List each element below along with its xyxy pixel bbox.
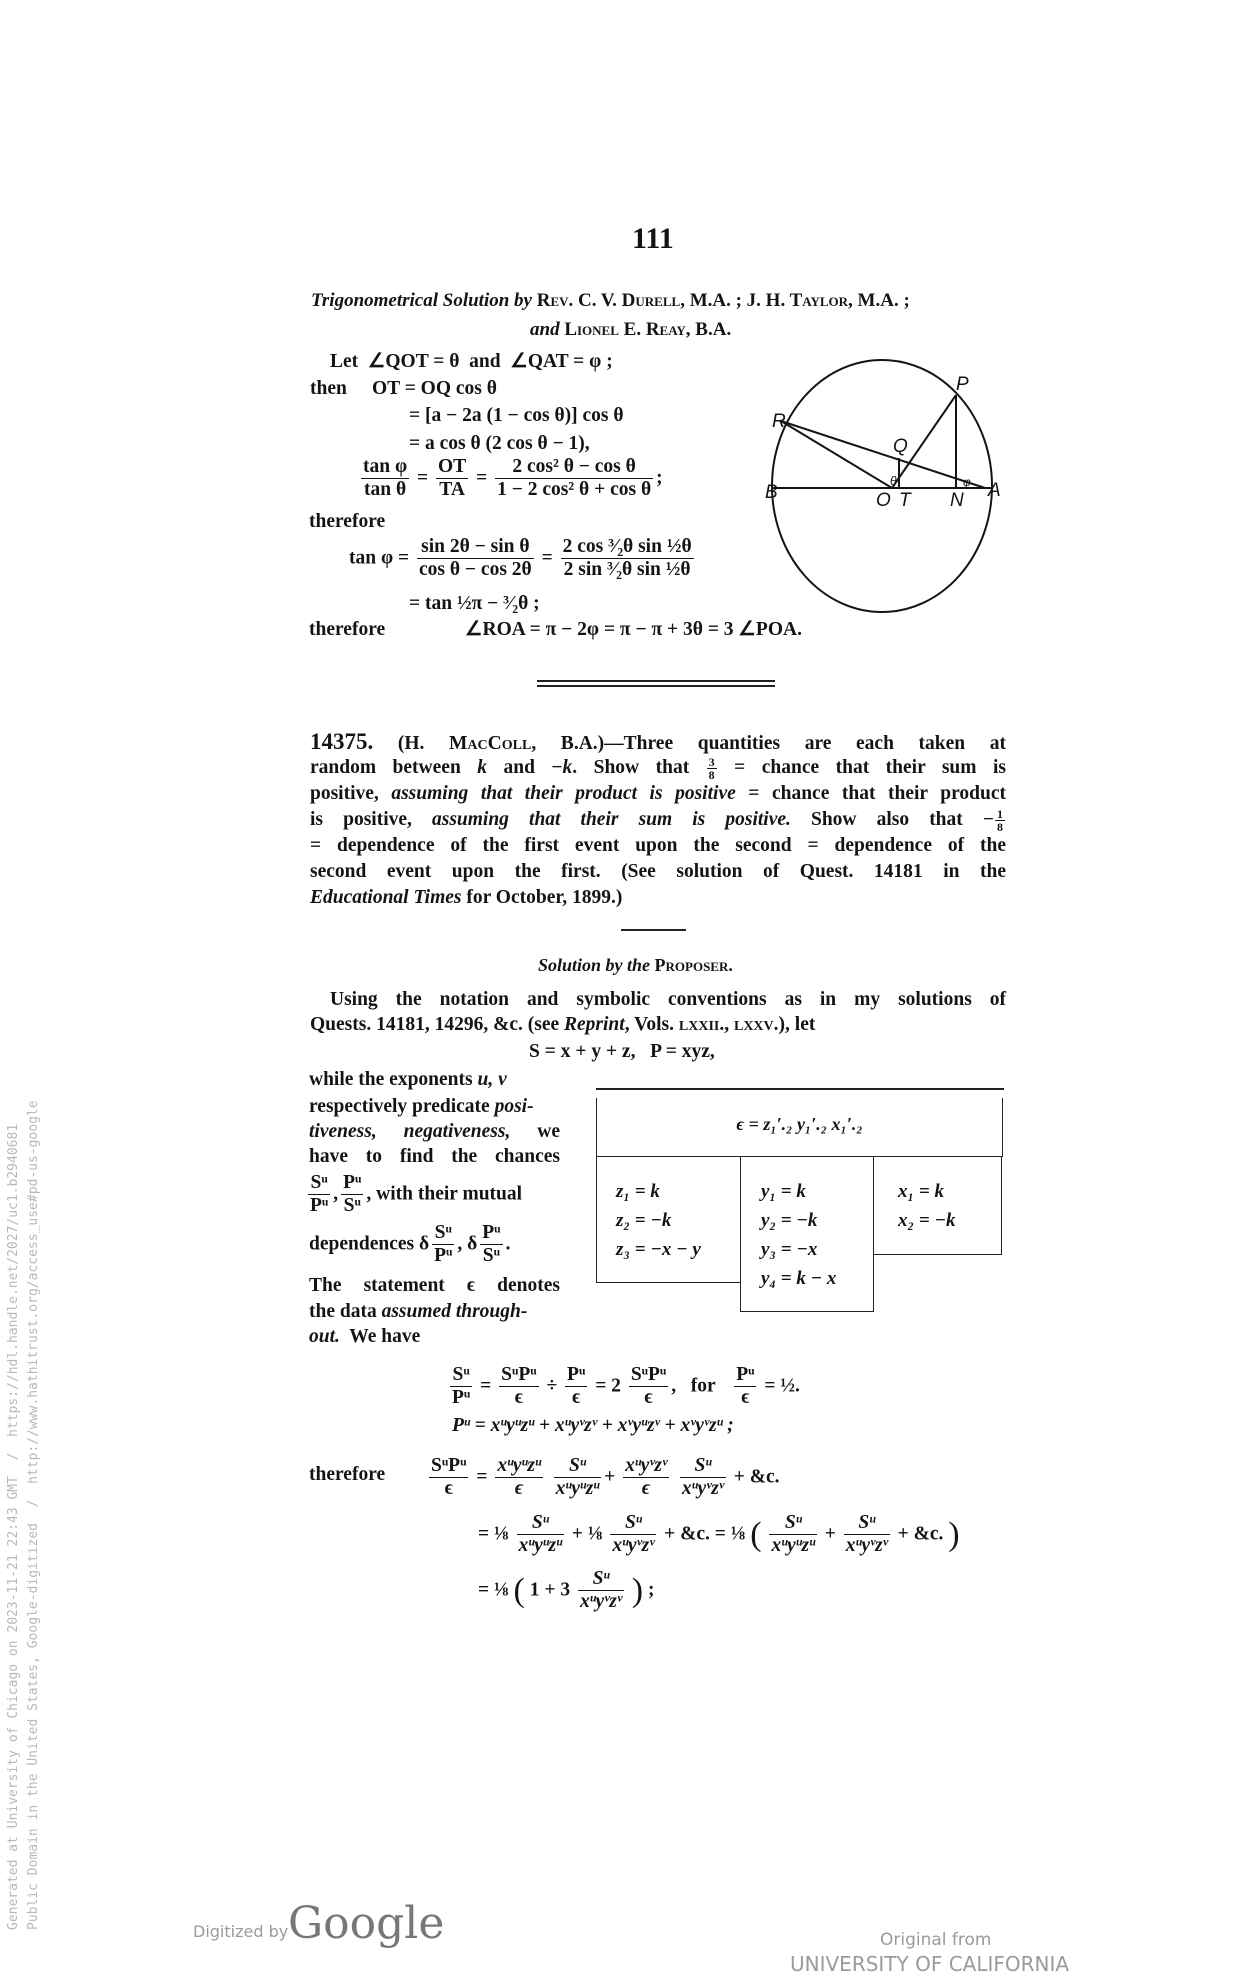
numerator: SᵘPᵘ bbox=[629, 1364, 668, 1387]
fraction bbox=[680, 1455, 726, 1501]
denominator: cos θ − cos 2θ bbox=[419, 559, 532, 581]
denominator: TA bbox=[439, 479, 465, 501]
numerator: 2 cos ³⁄₂θ sin ½θ bbox=[561, 536, 694, 559]
university-of-california: UNIVERSITY OF CALIFORNIA bbox=[790, 1952, 1070, 1976]
fraction bbox=[554, 1455, 601, 1501]
numerator: 3 bbox=[708, 755, 715, 770]
denominator: ϵ bbox=[572, 1387, 581, 1409]
denominator: ϵ bbox=[495, 1477, 542, 1500]
margin-public-domain-line: Public Domain in the United States, Google-digitized / http://www.hathitrust.org/access_use#pd-us-google bbox=[26, 1100, 41, 1930]
eq-e bbox=[478, 1568, 654, 1614]
numerator: Pᵘ bbox=[734, 1364, 756, 1387]
numerator: Pᵘ bbox=[341, 1172, 363, 1195]
denominator: tan θ bbox=[363, 479, 407, 501]
denominator: Sᵘ bbox=[482, 1245, 500, 1267]
numerator: 2 cos² θ − cos θ bbox=[495, 456, 653, 479]
text: and − bbox=[487, 757, 563, 778]
text: + &c. bbox=[733, 1466, 780, 1488]
double-rule-top bbox=[537, 680, 775, 682]
operator: + bbox=[824, 1523, 836, 1545]
denominator: 1 − 2 cos² θ + cos θ bbox=[497, 479, 652, 501]
question-line bbox=[310, 807, 1006, 833]
fraction bbox=[565, 1364, 587, 1410]
label-N: N bbox=[950, 490, 964, 511]
text: ; bbox=[647, 1579, 655, 1601]
y2: y₂ = −k bbox=[761, 1210, 818, 1231]
numerator: Pᵘ bbox=[480, 1222, 502, 1245]
tan-ratio-eq bbox=[358, 456, 663, 502]
fraction bbox=[436, 456, 468, 502]
fraction bbox=[769, 1512, 816, 1558]
operator: ÷ bbox=[546, 1375, 558, 1397]
text: random between bbox=[310, 757, 478, 778]
numerator: xᵘyᵛzᵛ bbox=[623, 1455, 669, 1478]
denominator: 8 bbox=[708, 768, 715, 783]
numerator: Sᵘ bbox=[450, 1364, 472, 1387]
numerator: Sᵘ bbox=[844, 1512, 890, 1535]
numerator: SᵘPᵘ bbox=[429, 1455, 468, 1478]
text: for October, 1899.) bbox=[461, 887, 623, 908]
text: , for bbox=[671, 1375, 716, 1397]
text: = chance that their sum is bbox=[717, 757, 1006, 778]
heading-italic: Solution by the bbox=[538, 955, 651, 975]
denominator: ϵ bbox=[444, 1478, 453, 1500]
denominator: ϵ bbox=[741, 1387, 750, 1409]
denominator: xᵘyᵘzᵘ bbox=[555, 1478, 600, 1500]
denominator: 2 sin ³⁄₂θ sin ½θ bbox=[563, 559, 691, 581]
table-header: ϵ = z₁′.₂ y₁′.₂ x₁′.₂ bbox=[736, 1114, 863, 1134]
question-number: 14375. bbox=[310, 729, 374, 754]
eq-line-2: = [a − 2a (1 − cos θ)] cos θ bbox=[409, 405, 624, 426]
semicolon: ; bbox=[656, 467, 663, 489]
label-R: R bbox=[772, 411, 786, 432]
numerator: Sᵘ bbox=[554, 1455, 601, 1478]
text: = ½. bbox=[764, 1375, 800, 1397]
text: Quests. 14181, 14296, &c. (see bbox=[310, 1014, 565, 1035]
author-name: MacColl bbox=[449, 733, 532, 754]
label-theta: θ bbox=[890, 474, 897, 488]
italic-text: Reprint bbox=[564, 1014, 625, 1035]
fraction-1-8 bbox=[995, 808, 1005, 833]
z1: z₁ = k bbox=[616, 1181, 660, 1202]
table-header-cell bbox=[596, 1098, 1003, 1157]
label-T: T bbox=[899, 490, 911, 511]
denominator: xᵘyᵛzᵛ bbox=[579, 1591, 622, 1613]
fraction bbox=[578, 1568, 624, 1614]
fraction bbox=[450, 1364, 472, 1410]
tan-phi-eq bbox=[349, 536, 697, 582]
trig-heading-italic: Trigonometrical Solution by bbox=[311, 290, 532, 311]
paren: ( bbox=[750, 1515, 762, 1553]
text: we bbox=[510, 1121, 560, 1142]
fraction bbox=[361, 456, 409, 502]
denominator: xᵘyᵛzᵛ bbox=[612, 1535, 655, 1557]
table-top-rule bbox=[596, 1088, 1004, 1090]
trig-heading2-author: Lionel E. Reay, B.A. bbox=[559, 319, 732, 340]
left-line: have to find the chances bbox=[309, 1146, 560, 1167]
text: with their mutual bbox=[371, 1183, 523, 1205]
eq-b: Pᵘ = xᵘyᵘzᵘ + xᵘyᵛzᵛ + xᵛyᵘzᵛ + xᵛyᵛzᵘ ; bbox=[452, 1415, 734, 1436]
y4: y₄ = k − x bbox=[761, 1268, 837, 1289]
label-B: B bbox=[765, 482, 778, 503]
fraction bbox=[417, 536, 534, 582]
text: , B.A.)—Three quantities are each taken at bbox=[531, 733, 1006, 754]
italic-text: assuming that their sum is positive. bbox=[431, 809, 791, 830]
fraction bbox=[517, 1512, 564, 1558]
then-eq: OT = OQ cos θ bbox=[372, 378, 497, 399]
eq-c: SᵘPᵘ ϵ = xᵘyᵘzᵘ ϵ Sᵘ xᵘyᵘzᵘ + xᵘyᵛzᵛ ϵ Sᵘ xᵘyᵛzᵛ + &c. bbox=[431, 1455, 780, 1500]
var-k: k bbox=[477, 757, 488, 778]
label-O: O bbox=[876, 490, 891, 511]
eq-a: $\frac{\text{Sᵘ}}{\text{Pᵘ}}$ = SᵘPᵘ ϵ ÷ $\frac{\text{Pᵘ}}{\epsilon}$ = 2 SᵘPᵘ ϵ , for $\frac{\text{Pᵘ}}{\epsilon}$ = ½. bbox=[452, 1364, 800, 1409]
page-number: 111 bbox=[632, 222, 674, 255]
original-from: Original from bbox=[880, 1930, 992, 1950]
z3: z₃ = −x − y bbox=[616, 1239, 701, 1260]
fraction bbox=[341, 1172, 363, 1218]
double-rule-bottom bbox=[537, 685, 775, 687]
table-col-z bbox=[596, 1157, 740, 1283]
text: dependences δ bbox=[309, 1233, 430, 1255]
label-phi: φ bbox=[963, 475, 971, 489]
fraction bbox=[623, 1455, 669, 1501]
line-RO bbox=[781, 421, 892, 488]
denominator: xᵘyᵘzᵘ bbox=[518, 1535, 562, 1557]
left-line: The statement ϵ denotes bbox=[309, 1275, 560, 1296]
eq-d bbox=[478, 1512, 960, 1558]
denominator: Pᵘ bbox=[452, 1387, 471, 1409]
question-line bbox=[310, 781, 1006, 807]
short-rule bbox=[621, 929, 686, 931]
circle-diagram bbox=[760, 350, 1010, 625]
fraction bbox=[429, 1455, 468, 1501]
therefore-label: therefore bbox=[309, 511, 386, 532]
text: 1 + 3 bbox=[529, 1579, 571, 1601]
fraction bbox=[629, 1364, 668, 1410]
text: ), let bbox=[778, 1014, 816, 1035]
numerator: xᵘyᵘzᵘ bbox=[497, 1455, 541, 1476]
question-line: second event upon the first. (See solution of Quest. 14181 in the bbox=[310, 861, 1006, 882]
denominator: xᵘyᵘzᵘ bbox=[771, 1535, 815, 1557]
text: positive, bbox=[310, 783, 392, 804]
fraction bbox=[495, 1455, 542, 1501]
trig-heading2-italic: and bbox=[530, 319, 560, 340]
text: . Show that bbox=[572, 757, 706, 778]
text: , Vols. bbox=[624, 1014, 679, 1035]
then-label: then bbox=[310, 378, 347, 399]
text: + &c. = ⅛ bbox=[664, 1523, 746, 1545]
fraction bbox=[308, 1172, 330, 1218]
left-line bbox=[309, 1119, 560, 1145]
fraction bbox=[480, 1222, 502, 1268]
numerator: sin 2θ − sin θ bbox=[417, 536, 534, 559]
paren: ) bbox=[948, 1515, 960, 1553]
denominator: Pᵘ bbox=[434, 1245, 453, 1267]
tan-phi: tan φ = bbox=[349, 547, 410, 569]
text: , δ bbox=[457, 1233, 478, 1255]
fraction bbox=[499, 1364, 538, 1410]
italic-text: posi- bbox=[494, 1096, 534, 1117]
google-logo: Google bbox=[288, 1898, 445, 1949]
numerator: Sᵘ bbox=[308, 1172, 330, 1195]
italic-text: tiveness, negativeness, bbox=[309, 1121, 511, 1142]
paren: ) bbox=[631, 1571, 644, 1609]
question-line bbox=[310, 729, 1006, 757]
left-line: $\frac{\text{Sᵘ}}{\text{Pᵘ}}$ , $\frac{\text{Pᵘ}}{\text{Sᵘ}}$ , with their mutual bbox=[310, 1172, 523, 1217]
eq-c-label: therefore bbox=[309, 1464, 386, 1485]
fraction bbox=[432, 1222, 454, 1268]
y-values bbox=[761, 1177, 836, 1293]
text: = 2 bbox=[595, 1375, 621, 1397]
italic-text: u, v bbox=[477, 1069, 507, 1090]
text: (H. bbox=[373, 733, 450, 754]
paren: ( bbox=[513, 1571, 525, 1609]
numerator: Pᵘ bbox=[565, 1364, 587, 1387]
text: respectively predicate bbox=[309, 1096, 495, 1117]
italic-text: assumed through- bbox=[381, 1301, 528, 1322]
numerator: tan φ bbox=[361, 456, 409, 479]
equals: = bbox=[476, 467, 488, 489]
text: Show also that − bbox=[790, 809, 994, 830]
denominator: xᵘyᵛzᵛ bbox=[681, 1478, 724, 1500]
label-Q: Q bbox=[893, 436, 908, 457]
denominator: Sᵘ bbox=[343, 1195, 361, 1217]
left-line bbox=[309, 1324, 420, 1350]
x1: x₁ = k bbox=[898, 1181, 944, 1202]
fraction-3-8 bbox=[707, 756, 717, 781]
text: + &c. bbox=[897, 1523, 944, 1545]
y3: y₃ = −x bbox=[761, 1239, 818, 1260]
denominator: Pᵘ bbox=[310, 1195, 329, 1217]
let-line: Let ∠QOT = θ and ∠QAT = φ ; bbox=[330, 351, 613, 372]
denominator: 8 bbox=[996, 820, 1003, 835]
eq-line-3: = a cos θ (2 cos θ − 1), bbox=[409, 433, 590, 454]
left-line bbox=[309, 1299, 527, 1325]
y1: y₁ = k bbox=[761, 1181, 806, 1202]
equals: = bbox=[541, 547, 553, 569]
x-values bbox=[898, 1177, 955, 1235]
text: = ⅛ bbox=[478, 1579, 509, 1601]
definition-eq: S = x + y + z, P = xyz, bbox=[529, 1041, 715, 1062]
var-k: k bbox=[562, 757, 573, 778]
journal-title: Educational Times bbox=[310, 887, 462, 908]
table-col-y bbox=[740, 1157, 874, 1312]
question-line: = dependence of the first event upon the second = dependence of the bbox=[310, 835, 1006, 856]
text: = chance that their product bbox=[735, 783, 1006, 804]
solution-line: Using the notation and symbolic conventions as in my solutions of bbox=[330, 989, 1006, 1010]
table-col-x bbox=[873, 1157, 1002, 1255]
numerator: Sᵘ bbox=[578, 1568, 624, 1591]
numerator: OT bbox=[436, 456, 468, 479]
left-line bbox=[309, 1067, 507, 1093]
text: is positive, bbox=[310, 809, 432, 830]
solution-line bbox=[310, 1012, 815, 1038]
numerator: Sᵘ bbox=[610, 1512, 656, 1535]
volumes: lxxii., lxxv. bbox=[678, 1014, 779, 1035]
question-line bbox=[310, 885, 622, 911]
text: the data bbox=[309, 1301, 382, 1322]
numerator: Sᵘ bbox=[769, 1512, 816, 1535]
line-RA bbox=[781, 421, 985, 488]
numerator: SᵘPᵘ bbox=[499, 1364, 538, 1387]
z-values bbox=[616, 1177, 701, 1264]
heading-proposer: Proposer. bbox=[650, 955, 733, 975]
left-line bbox=[309, 1094, 534, 1120]
trig-heading bbox=[311, 288, 910, 314]
fraction bbox=[734, 1364, 756, 1410]
fraction bbox=[844, 1512, 890, 1558]
digitized-by: Digitized by bbox=[193, 1922, 289, 1941]
solution-heading bbox=[538, 952, 733, 978]
denominator: ϵ bbox=[644, 1387, 653, 1409]
circle bbox=[772, 360, 992, 612]
label-P: P bbox=[956, 374, 969, 395]
final-eq: ∠ROA = π − 2φ = π − π + 3θ = 3 ∠POA. bbox=[465, 619, 802, 640]
equals: = bbox=[417, 467, 429, 489]
numerator: Sᵘ bbox=[517, 1512, 564, 1535]
question-line bbox=[310, 755, 1006, 781]
therefore-label-2: therefore bbox=[309, 619, 386, 640]
numerator: Sᵘ bbox=[680, 1455, 726, 1478]
x2: x₂ = −k bbox=[898, 1210, 956, 1231]
text: We have bbox=[339, 1326, 421, 1347]
label-A: A bbox=[988, 480, 1001, 501]
italic-text: out. bbox=[309, 1326, 340, 1347]
text: = ⅛ bbox=[478, 1523, 509, 1545]
numerator: Sᵘ bbox=[432, 1222, 454, 1245]
denominator: ϵ bbox=[514, 1387, 523, 1409]
trig-heading-authors: Rev. C. V. Durell, M.A. ; J. H. Taylor, M.A. ; bbox=[532, 290, 910, 311]
z2: z₂ = −k bbox=[616, 1210, 672, 1231]
numerator: 1 bbox=[996, 807, 1003, 822]
margin-generated-line: Generated at University of Chicago on 2023-11-21 22:43 GMT / https://hdl.handle.net/2027/uc1.b2940681 bbox=[6, 1123, 21, 1930]
eq-tan-line: = tan ½π − ³⁄₂θ ; bbox=[409, 593, 540, 614]
text: while the exponents bbox=[309, 1069, 478, 1090]
fraction bbox=[610, 1512, 656, 1558]
denominator: xᵘyᵛzᵛ bbox=[845, 1535, 888, 1557]
left-line: dependences δ $\frac{\text{Sᵘ}}{\text{Pᵘ}}$ , δ $\frac{\text{Pᵘ}}{\text{Sᵘ}}$ . bbox=[309, 1222, 511, 1267]
denominator: ϵ bbox=[641, 1478, 651, 1500]
text: + ⅛ bbox=[571, 1523, 603, 1545]
italic-text: assuming that their product is positive bbox=[391, 783, 736, 804]
fraction bbox=[495, 456, 653, 502]
fraction bbox=[561, 536, 694, 582]
trig-heading-line2 bbox=[530, 317, 731, 343]
